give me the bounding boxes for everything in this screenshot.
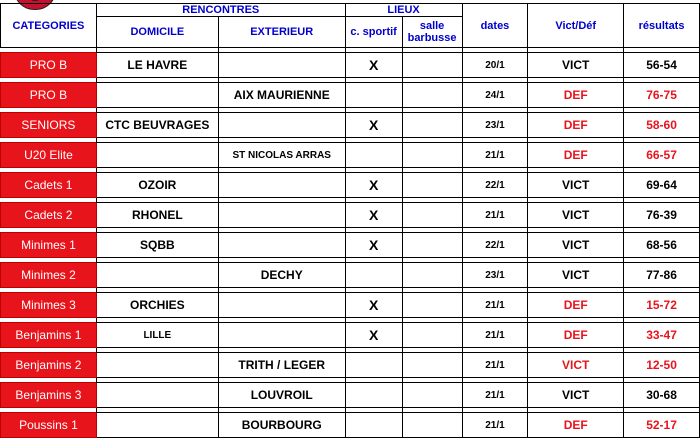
- result-cell: 15-72: [624, 293, 700, 318]
- salle-barbusse-cell: [402, 203, 462, 228]
- salle-barbusse-cell: [402, 293, 462, 318]
- date-cell: 21/1: [462, 323, 528, 348]
- c-sportif-cell: [345, 143, 402, 168]
- c-sportif-cell: X: [345, 53, 402, 78]
- c-sportif-cell: [345, 263, 402, 288]
- domicile-cell: SQBB: [96, 233, 218, 258]
- header-resultats: résultats: [624, 4, 700, 48]
- table-row: [1, 143, 700, 168]
- category-cell: PRO B: [1, 53, 97, 78]
- result-cell: 69-64: [624, 173, 700, 198]
- salle-barbusse-cell: [402, 263, 462, 288]
- category-cell: Benjamins 1: [1, 323, 97, 348]
- vict-def-cell: VICT: [528, 233, 624, 258]
- result-cell: 76-75: [624, 83, 700, 108]
- result-cell: 30-68: [624, 383, 700, 408]
- vict-def-cell: VICT: [528, 383, 624, 408]
- date-cell: 21/1: [462, 293, 528, 318]
- header-vict-def: Vict/Déf: [528, 4, 624, 48]
- date-cell: 22/1: [462, 233, 528, 258]
- table-row: [1, 83, 700, 108]
- category-cell: U20 Elite: [1, 143, 97, 168]
- table-row: [1, 173, 700, 198]
- c-sportif-cell: X: [345, 113, 402, 138]
- category-cell: SENIORS: [1, 113, 97, 138]
- domicile-cell: LE HAVRE: [96, 53, 218, 78]
- domicile-cell: RHONEL: [96, 203, 218, 228]
- salle-barbusse-cell: [402, 413, 462, 438]
- c-sportif-cell: [345, 413, 402, 438]
- result-cell: 66-57: [624, 143, 700, 168]
- table-row: [1, 353, 700, 378]
- category-cell: Benjamins 2: [1, 353, 97, 378]
- domicile-cell: [96, 353, 218, 378]
- exterieur-cell: [218, 173, 345, 198]
- category-cell: Minimes 1: [1, 233, 97, 258]
- domicile-cell: ORCHIES: [96, 293, 218, 318]
- header-lieux: LIEUX: [345, 4, 462, 17]
- category-cell: PRO B: [1, 83, 97, 108]
- date-cell: 21/1: [462, 383, 528, 408]
- c-sportif-cell: X: [345, 233, 402, 258]
- exterieur-cell: [218, 233, 345, 258]
- exterieur-cell: DECHY: [218, 263, 345, 288]
- results-table: [0, 3, 700, 438]
- vict-def-cell: VICT: [528, 53, 624, 78]
- salle-barbusse-cell: [402, 53, 462, 78]
- table-row: [1, 113, 700, 138]
- c-sportif-cell: [345, 353, 402, 378]
- date-cell: 23/1: [462, 263, 528, 288]
- exterieur-cell: BOURBOURG: [218, 413, 345, 438]
- exterieur-cell: [218, 293, 345, 318]
- c-sportif-cell: X: [345, 173, 402, 198]
- vict-def-cell: VICT: [528, 263, 624, 288]
- table-row: [1, 263, 700, 288]
- exterieur-cell: AIX MAURIENNE: [218, 83, 345, 108]
- header-rencontres: RENCONTRES: [96, 4, 345, 17]
- header-dates: dates: [462, 4, 528, 48]
- result-cell: 76-39: [624, 203, 700, 228]
- date-cell: 20/1: [462, 53, 528, 78]
- vict-def-cell: DEF: [528, 323, 624, 348]
- exterieur-cell: ST NICOLAS ARRAS: [218, 143, 345, 168]
- c-sportif-cell: [345, 83, 402, 108]
- c-sportif-cell: X: [345, 293, 402, 318]
- exterieur-cell: [218, 53, 345, 78]
- date-cell: 21/1: [462, 413, 528, 438]
- domicile-cell: CTC BEUVRAGES: [96, 113, 218, 138]
- salle-barbusse-cell: [402, 113, 462, 138]
- category-cell: Minimes 3: [1, 293, 97, 318]
- exterieur-cell: [218, 203, 345, 228]
- vict-def-cell: DEF: [528, 143, 624, 168]
- c-sportif-cell: X: [345, 323, 402, 348]
- date-cell: 21/1: [462, 143, 528, 168]
- domicile-cell: OZOIR: [96, 173, 218, 198]
- domicile-cell: [96, 413, 218, 438]
- salle-barbusse-cell: [402, 143, 462, 168]
- exterieur-cell: LOUVROIL: [218, 383, 345, 408]
- salle-barbusse-cell: [402, 233, 462, 258]
- date-cell: 24/1: [462, 83, 528, 108]
- result-cell: 77-86: [624, 263, 700, 288]
- result-cell: 12-50: [624, 353, 700, 378]
- result-cell: 58-60: [624, 113, 700, 138]
- domicile-cell: [96, 143, 218, 168]
- category-cell: Poussins 1: [1, 413, 97, 438]
- header-exterieur: EXTERIEUR: [218, 17, 345, 48]
- category-cell: Cadets 1: [1, 173, 97, 198]
- category-cell: Benjamins 3: [1, 383, 97, 408]
- result-cell: 68-56: [624, 233, 700, 258]
- table-row: [1, 323, 700, 348]
- date-cell: 21/1: [462, 203, 528, 228]
- table-row: [1, 53, 700, 78]
- exterieur-cell: [218, 323, 345, 348]
- date-cell: 22/1: [462, 173, 528, 198]
- table-row: [1, 413, 700, 438]
- date-cell: 21/1: [462, 353, 528, 378]
- header-salle-barbusse: salle barbusse: [402, 17, 462, 48]
- result-cell: 52-17: [624, 413, 700, 438]
- date-cell: 23/1: [462, 113, 528, 138]
- c-sportif-cell: [345, 383, 402, 408]
- c-sportif-cell: X: [345, 203, 402, 228]
- result-cell: 33-47: [624, 323, 700, 348]
- vict-def-cell: VICT: [528, 353, 624, 378]
- exterieur-cell: TRITH / LEGER: [218, 353, 345, 378]
- domicile-cell: [96, 383, 218, 408]
- category-cell: Cadets 2: [1, 203, 97, 228]
- vict-def-cell: DEF: [528, 83, 624, 108]
- table-row: [1, 233, 700, 258]
- vict-def-cell: VICT: [528, 173, 624, 198]
- header-c-sportif: c. sportif: [345, 17, 402, 48]
- category-cell: Minimes 2: [1, 263, 97, 288]
- exterieur-cell: [218, 113, 345, 138]
- header-categories: CATEGORIES: [1, 4, 97, 48]
- table-row: [1, 203, 700, 228]
- result-cell: 56-54: [624, 53, 700, 78]
- header-domicile: DOMICILE: [96, 17, 218, 48]
- salle-barbusse-cell: [402, 323, 462, 348]
- vict-def-cell: VICT: [528, 203, 624, 228]
- salle-barbusse-cell: [402, 353, 462, 378]
- domicile-cell: LILLE: [96, 323, 218, 348]
- table-row: [1, 383, 700, 408]
- vict-def-cell: DEF: [528, 413, 624, 438]
- vict-def-cell: DEF: [528, 293, 624, 318]
- vict-def-cell: DEF: [528, 113, 624, 138]
- domicile-cell: [96, 83, 218, 108]
- domicile-cell: [96, 263, 218, 288]
- salle-barbusse-cell: [402, 383, 462, 408]
- table-row: [1, 293, 700, 318]
- salle-barbusse-cell: [402, 83, 462, 108]
- salle-barbusse-cell: [402, 173, 462, 198]
